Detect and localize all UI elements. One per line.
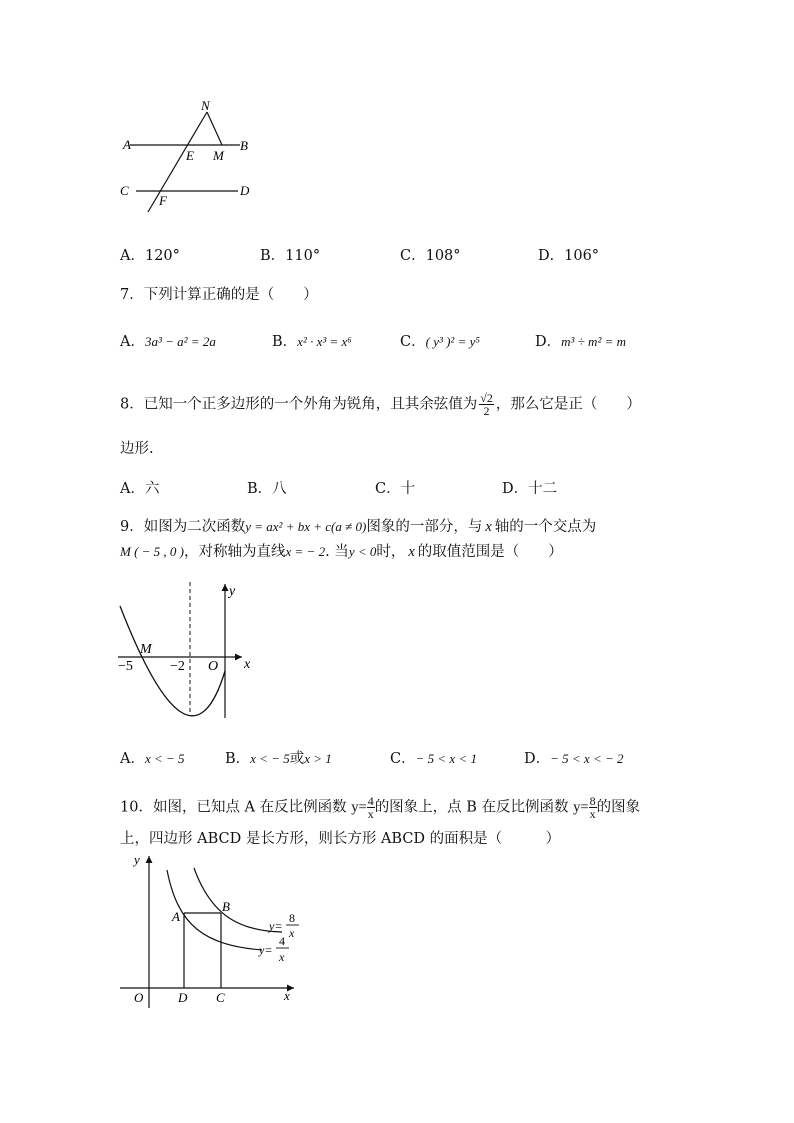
option-label: A． [120, 334, 145, 350]
q9-option-a [120, 747, 185, 768]
line-nf [148, 112, 207, 212]
math-expression: x > 1 [304, 751, 332, 766]
label-f: F [159, 193, 167, 208]
y-axis-arrow [146, 856, 153, 863]
label-a: A [123, 137, 131, 152]
option-label: D． [535, 334, 562, 350]
q8-option-d: D．十二 [502, 481, 558, 497]
math-expression: m³ ÷ m² = m [561, 334, 627, 349]
origin-label: O [134, 990, 144, 1005]
parallel-lines-figure [110, 95, 280, 220]
curve1-den: x [289, 926, 295, 940]
q10-text: 10．如图，已知点 A 在反比例函数 [120, 799, 352, 816]
math-expression: 3a³ − a² = 2a [144, 334, 216, 349]
q7-option-a [120, 330, 216, 351]
curve2-den: x [279, 950, 285, 964]
q8-stem-line2: 边形. [120, 441, 154, 457]
q9-stem-line2 [120, 540, 563, 561]
q8-option-a: A．六 [120, 481, 160, 497]
q7-option-d [535, 330, 626, 351]
math-expression: − 5 < x < 1 [415, 751, 477, 766]
q10-stem-line1 [120, 795, 640, 820]
origin-label: O [208, 659, 219, 674]
function-prefix: y= [573, 799, 589, 816]
parabola-figure [112, 578, 262, 723]
x-axis-arrow [235, 654, 242, 661]
label-c: C [120, 183, 129, 198]
quadratic-expression: y = ax² + bx + c(a ≠ 0) [245, 519, 367, 534]
fraction-4-over-x [367, 795, 375, 820]
fraction-denominator: x [367, 807, 374, 821]
q8-option-c: C．十 [375, 481, 416, 497]
sqrt2-over-2-fraction [479, 392, 494, 417]
q6-option-b: B．110° [260, 248, 321, 264]
q9-text: 的取值范围是（ ） [417, 544, 563, 560]
variable-x: x [485, 519, 492, 535]
curve2-num: 4 [279, 934, 285, 948]
q9-option-d [524, 747, 624, 768]
reciprocal-figure [112, 848, 312, 1013]
q6-option-c: C．108° [400, 248, 461, 264]
fraction-denominator: x [589, 807, 596, 821]
q8-stem-text-2: ，那么它是正（ ） [495, 396, 641, 413]
q6-option-a: A．120° [120, 248, 180, 264]
label-d: D [240, 183, 250, 198]
option-label: A． [120, 751, 145, 767]
q8-option-b: B．八 [247, 481, 287, 497]
q10-text: 的图象上，点 B 在反比例函数 [374, 799, 574, 816]
option-label: B． [272, 334, 298, 350]
variable-x: x [408, 544, 415, 560]
axis-y-label: y [229, 584, 236, 599]
q9-option-b [225, 747, 332, 768]
q7-option-b [272, 330, 352, 351]
label-d: D [178, 990, 188, 1005]
q8-stem-line1 [120, 392, 641, 417]
q9-text: . 当 [325, 544, 349, 560]
q10-text: 的图象 [596, 799, 641, 816]
label-c: C [216, 990, 225, 1005]
fraction-numerator: 8 [589, 794, 596, 808]
fraction-numerator: √2 [480, 391, 493, 405]
q9-text: ，对称轴为直线 [184, 544, 286, 560]
q7-option-c [400, 330, 480, 351]
math-expression: x < − 5 [144, 751, 185, 766]
axis-of-symmetry: x = − 2 [285, 544, 326, 559]
point-m-label: M [140, 642, 152, 657]
curve1-num: 8 [289, 911, 295, 925]
label-b: B [240, 138, 248, 153]
label-m: M [213, 148, 224, 163]
curve2-prefix: y= [259, 943, 273, 957]
label-e: E [186, 148, 194, 163]
axis-x-label: x [284, 988, 290, 1003]
option-label: B． [225, 751, 251, 767]
tick-minus-2: −2 [170, 659, 185, 674]
q9-option-c [390, 747, 477, 768]
q7-stem: 7．下列计算正确的是（ ） [120, 287, 318, 303]
label-a: A [172, 909, 180, 924]
label-b: B [222, 899, 230, 914]
math-expression: x² · x³ = x⁶ [297, 334, 352, 349]
line-nm [207, 112, 222, 145]
option-label: D． [524, 751, 551, 767]
curve-y-4-over-x [167, 870, 262, 950]
point-m-coords: M ( − 5 , 0 ) [120, 544, 185, 559]
axis-x-label: x [244, 657, 251, 672]
fraction-denominator: 2 [479, 404, 494, 417]
q10-stem-line2: 上，四边形 ABCD 是长方形，则长方形 ABCD 的面积是（ ） [120, 831, 561, 847]
q9-text: 轴的一个交点为 [494, 519, 597, 535]
function-prefix: y= [351, 799, 367, 816]
y-axis-arrow [222, 584, 229, 591]
math-expression: − 5 < x < − 2 [550, 751, 624, 766]
axis-y-label: y [134, 852, 140, 867]
tick-minus-5: −5 [118, 659, 133, 674]
q6-option-d: D．106° [538, 248, 600, 264]
fraction-numerator: 4 [367, 794, 374, 808]
option-label: C． [390, 751, 416, 767]
q8-stem-text: 8．已知一个正多边形的一个外角为锐角，且其余弦值为 [120, 396, 478, 413]
q9-stem-line1 [120, 515, 596, 536]
condition-y-negative: y < 0 [348, 544, 377, 559]
option-label: C． [400, 334, 426, 350]
q9-text: 时， [376, 544, 406, 560]
q9-text: 图象的一部分，与 [366, 519, 483, 535]
math-expression: ( y³ )² = y⁵ [425, 334, 480, 349]
fraction-8-over-x [589, 795, 597, 820]
curve1-prefix: y= [269, 919, 283, 933]
q9-text: 9．如图为二次函数 [120, 519, 246, 535]
or-text: 或 [289, 751, 305, 767]
math-expression: x < − 5 [250, 751, 290, 766]
label-n: N [201, 98, 210, 113]
